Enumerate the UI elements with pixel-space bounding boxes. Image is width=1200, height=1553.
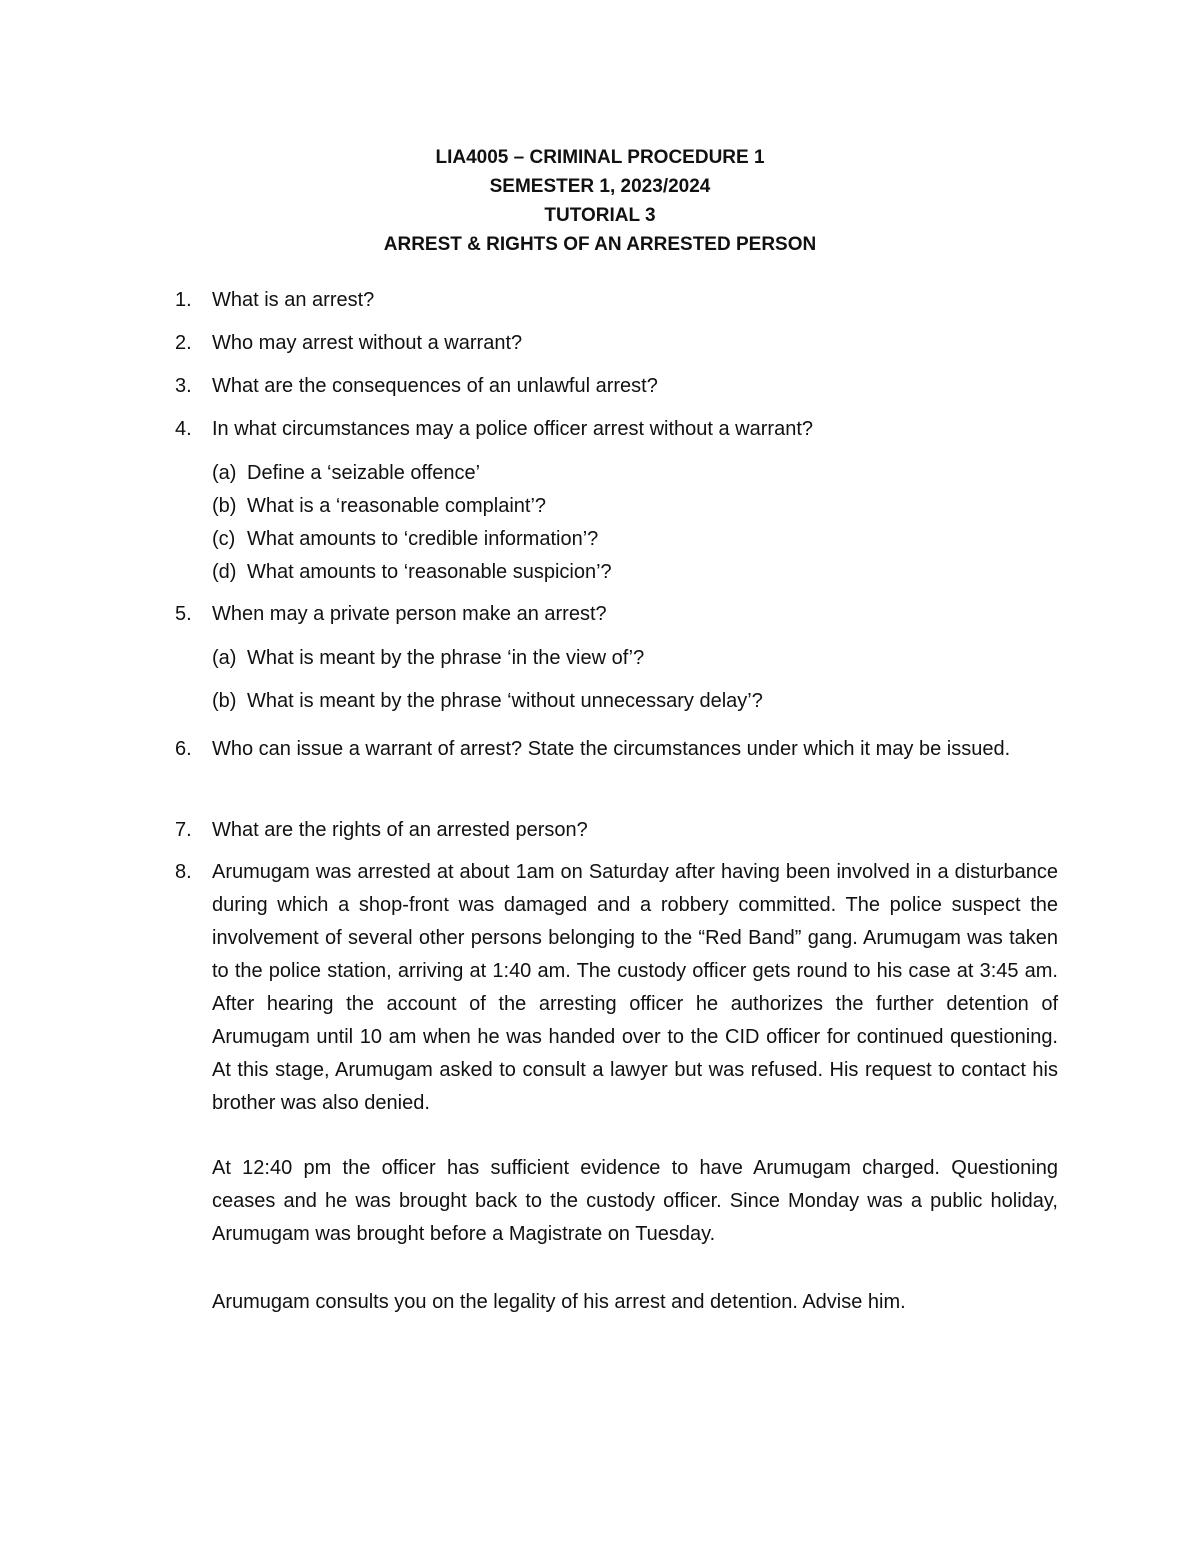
question-text: Who may arrest without a warrant? — [212, 332, 523, 354]
document-header — [0, 143, 1200, 259]
topic-title: ARREST & RIGHTS OF AN ARRESTED PERSON — [383, 234, 817, 255]
question-text: What are the consequences of an unlawful arrest? — [212, 375, 658, 397]
sub-question-text: Define a ‘seizable offence’ — [247, 462, 481, 484]
question-text: Arumugam was arrested at about 1am on Saturday after having been involved in a disturbance during which a shop-front was damaged and a robbery committed. The police suspect the involvement of several other persons belonging to the “Red Band” gang. Arumugam was taken to the police station, arriving at 1:40 am. The custody officer gets round to his case at 3:45 am. After hearing the account of the arresting officer he authorizes the further detention of Arumugam until 10 am when he was handed over to the CID officer for continued questioning. At this stage, Arumugam asked to consult a lawyer but was refused. His request to contact his brother was also denied. — [212, 861, 1058, 1114]
question-text: In what circumstances may a police officer arrest without a warrant? — [212, 418, 813, 440]
question-text: What is an arrest? — [212, 289, 375, 311]
sub-question-text: What amounts to ‘reasonable suspicion’? — [247, 561, 612, 583]
question-number: 7. — [175, 819, 192, 841]
question-number: 1. — [175, 289, 192, 311]
question-number: 8. — [175, 861, 192, 883]
question-text: Who can issue a warrant of arrest? State the circumstances under which it may be issued. — [212, 738, 1011, 760]
question-number: 5. — [175, 603, 192, 625]
question-text: What are the rights of an arrested person? — [212, 819, 588, 841]
sub-question-letter: (a) — [212, 462, 237, 484]
question-8-paragraph-2: At 12:40 pm the officer has sufficient evidence to have Arumugam charged. Questioning ceases and he was brought back to the custody officer. Since Monday was a public holiday, Arumugam was brought before a Magistrate on Tuesday. — [212, 1157, 1058, 1245]
sub-question-text: What is a ‘reasonable complaint’? — [247, 495, 547, 517]
question-number: 6. — [175, 738, 192, 760]
question-8-paragraph-3: Arumugam consults you on the legality of his arrest and detention. Advise him. — [212, 1291, 906, 1313]
sub-question-letter: (b) — [212, 690, 237, 712]
sub-question-letter: (b) — [212, 495, 237, 517]
semester-line: SEMESTER 1, 2023/2024 — [489, 176, 711, 197]
question-number: 2. — [175, 332, 192, 354]
tutorial-line: TUTORIAL 3 — [544, 205, 656, 226]
sub-question-text: What is meant by the phrase ‘in the view of’? — [247, 647, 645, 669]
question-number: 4. — [175, 418, 192, 440]
sub-question-text: What amounts to ‘credible information’? — [247, 528, 599, 550]
sub-question-letter: (d) — [212, 561, 237, 583]
sub-question-letter: (c) — [212, 528, 236, 550]
sub-question-text: What is meant by the phrase ‘without unnecessary delay’? — [247, 690, 763, 712]
question-number: 3. — [175, 375, 192, 397]
course-title: LIA4005 – CRIMINAL PROCEDURE 1 — [435, 147, 765, 168]
sub-question-letter: (a) — [212, 647, 237, 669]
question-text: When may a private person make an arrest? — [212, 603, 607, 625]
